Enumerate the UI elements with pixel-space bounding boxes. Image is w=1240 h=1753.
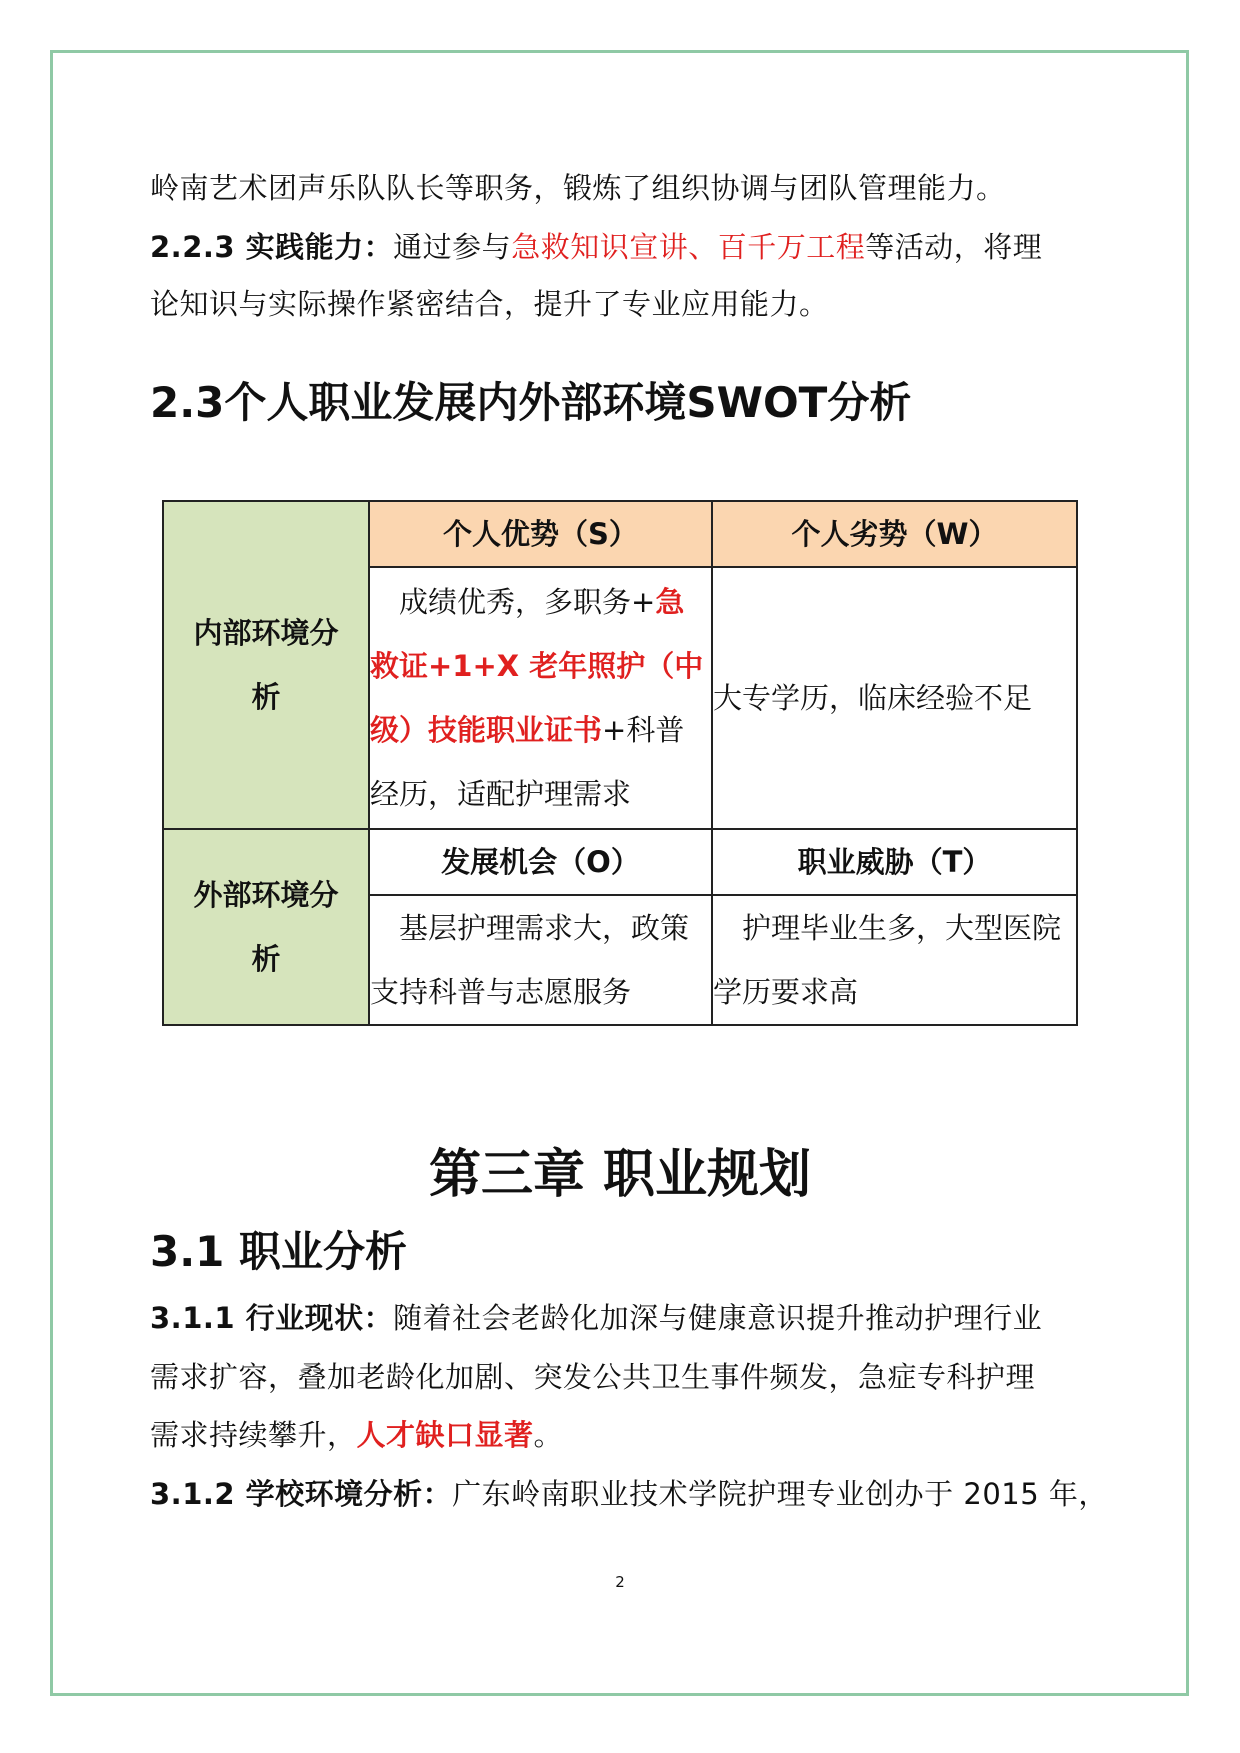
threat-header: 职业威胁（T）: [712, 829, 1077, 895]
text: 岭南艺术团声乐队队长等职务，锻炼了组织协调与团队管理能力。: [150, 171, 1006, 205]
paragraph-3-1-2: [150, 1474, 1108, 1514]
strength-header: 个人优势（S）: [369, 501, 712, 567]
internal-label: 内部环境分析: [163, 501, 369, 829]
text: 。: [533, 1418, 564, 1452]
text: 需求持续攀升，: [150, 1418, 357, 1452]
text: 等活动，将理: [865, 230, 1043, 264]
paragraph-line: [150, 1357, 1100, 1397]
threat-cell: 护理毕业生多，大型医院学历要求高: [712, 895, 1077, 1025]
chapter-title: 第三章 职业规划: [428, 1145, 812, 1205]
paragraph-3-1-1: [150, 1298, 1100, 1338]
section-label: 3.1.1 行业现状：: [150, 1301, 394, 1335]
paragraph-2-2-3: [150, 227, 1100, 267]
paragraph-line: [150, 168, 1100, 208]
swot-table: [162, 500, 1078, 1026]
highlight-text: 急救证+1+X 老年照护（中级）技能职业证书: [370, 585, 704, 747]
paragraph-line: [150, 284, 1100, 324]
strength-cell: 成绩优秀，多职务+急救证+1+X 老年照护（中级）技能职业证书+科普经历，适配护理需求: [369, 567, 712, 829]
text: 需求扩容，叠加老龄化加剧、突发公共卫生事件频发，急症专科护理: [150, 1360, 1036, 1394]
highlight-text: 急救知识宣讲、百千万工程: [511, 230, 866, 264]
text: 广东岭南职业技术学院护理专业创办于 2015 年，: [452, 1477, 1108, 1511]
section-label: 3.1.2 学校环境分析：: [150, 1477, 453, 1511]
section-title-2-3: 2.3个人职业发展内外部环境SWOT分析: [150, 378, 912, 427]
page-number: 2: [615, 1573, 625, 1591]
external-label: 外部环境分析: [163, 829, 369, 1025]
text: 论知识与实际操作紧密结合，提升了专业应用能力。: [150, 287, 829, 321]
opportunity-cell: 基层护理需求大，政策支持科普与志愿服务: [369, 895, 712, 1025]
section-label: 2.2.3 实践能力：: [150, 230, 394, 264]
section-title-3-1: 3.1 职业分析: [150, 1227, 408, 1276]
text: 随着社会老龄化加深与健康意识提升推动护理行业: [393, 1301, 1043, 1335]
opportunity-header: 发展机会（O）: [369, 829, 712, 895]
text: 通过参与: [393, 230, 512, 264]
paragraph-line: [150, 1415, 1100, 1455]
weakness-header: 个人劣势（W）: [712, 501, 1077, 567]
highlight-text: 人才缺口显著: [356, 1418, 534, 1452]
weakness-cell: 大专学历，临床经验不足: [712, 567, 1077, 829]
